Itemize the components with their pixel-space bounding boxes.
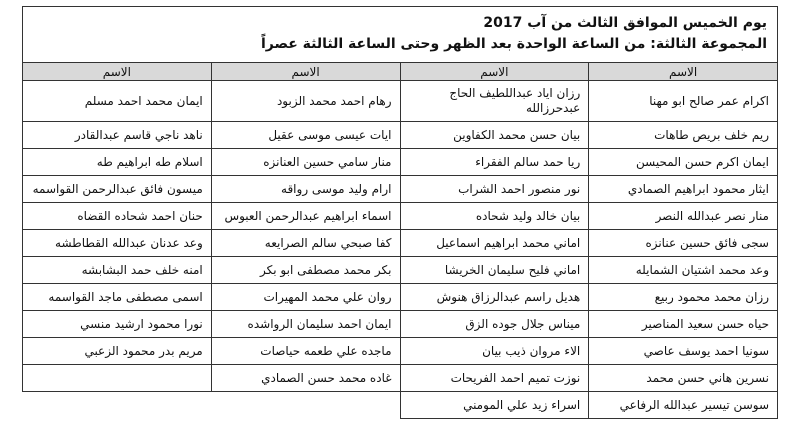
column-header: الاسم (589, 63, 778, 81)
name-cell: سجى فائق حسين عنانزه (589, 230, 778, 257)
name-cell: نورا محمود ارشيد منسي (23, 311, 212, 338)
column-header: الاسم (23, 63, 212, 81)
name-cell: الاء مروان ذيب بيان (400, 338, 589, 365)
table-row (23, 149, 778, 176)
name-cell: ايمان احمد سليمان الرواشده (211, 311, 400, 338)
name-cell: اسماء ابراهيم عبدالرحمن العبوس (211, 203, 400, 230)
name-cell: منار سامي حسين العنانزه (211, 149, 400, 176)
name-cell: ايمان اكرم حسن المحيسن (589, 149, 778, 176)
name-cell (23, 392, 212, 419)
name-cell: نوزت تميم احمد الفريحات (400, 365, 589, 392)
name-cell: سوسن تيسير عبدالله الرفاعي (589, 392, 778, 419)
names-table (22, 62, 778, 419)
name-cell: ريم خلف بريص طاهات (589, 122, 778, 149)
name-cell: بيان خالد وليد شحاده (400, 203, 589, 230)
table-row (23, 257, 778, 284)
table-row (23, 203, 778, 230)
name-cell: اماني محمد ابراهيم اسماعيل (400, 230, 589, 257)
table-row (23, 122, 778, 149)
name-cell: ريا حمد سالم الفقراء (400, 149, 589, 176)
name-cell: ايمان محمد احمد مسلم (23, 81, 212, 122)
table-row (23, 81, 778, 122)
name-cell: حياه حسن سعيد المناصير (589, 311, 778, 338)
name-cell: اسراء زيد علي المومني (400, 392, 589, 419)
table-row (23, 311, 778, 338)
table-row (23, 392, 778, 419)
name-cell: ميناس جلال جوده الزق (400, 311, 589, 338)
name-cell: سونيا احمد يوسف عاصي (589, 338, 778, 365)
name-cell: بكر محمد مصطفى ابو بكر (211, 257, 400, 284)
table-row (23, 284, 778, 311)
name-cell: وعد محمد اشتيان الشمايله (589, 257, 778, 284)
name-cell: هديل راسم عبدالرزاق هنوش (400, 284, 589, 311)
name-cell: ارام وليد موسى رواقه (211, 176, 400, 203)
name-cell: ماجده علي طعمه حياصات (211, 338, 400, 365)
name-cell: كفا صبحي سالم الصرايعه (211, 230, 400, 257)
name-cell: اكرام عمر صالح ابو مهنا (589, 81, 778, 122)
table-row (23, 230, 778, 257)
table-header-row (23, 63, 778, 81)
name-cell: امنه خلف حمد البشابشه (23, 257, 212, 284)
group-time-line: المجموعة الثالثة: من الساعة الواحدة بعد الظهر وحتى الساعة الثالثة عصراً (260, 36, 767, 52)
name-cell: ايات عيسى موسى عقيل (211, 122, 400, 149)
table-row (23, 365, 778, 392)
table-body (23, 81, 778, 419)
name-cell: رهام احمد محمد الزبود (211, 81, 400, 122)
name-cell: ناهد ناجي قاسم عبدالقادر (23, 122, 212, 149)
name-cell: حنان احمد شحاده القضاه (23, 203, 212, 230)
column-header: الاسم (400, 63, 589, 81)
name-cell: نسرين هاني حسن محمد (589, 365, 778, 392)
name-cell (23, 365, 212, 392)
name-cell: ايثار محمود ابراهيم الصمادي (589, 176, 778, 203)
name-cell: اماني فليح سليمان الخريشا (400, 257, 589, 284)
schedule-sheet (22, 6, 778, 442)
name-cell: اسمى مصطفى ماجد القواسمه (23, 284, 212, 311)
name-cell: وعد عدنان عبدالله القطاطشه (23, 230, 212, 257)
table-row (23, 176, 778, 203)
name-cell (211, 392, 400, 419)
name-cell: نور منصور احمد الشراب (400, 176, 589, 203)
name-cell: روان علي محمد المهيرات (211, 284, 400, 311)
name-cell: بيان حسن محمد الكفاوين (400, 122, 589, 149)
name-cell: منار نصر عبدالله النصر (589, 203, 778, 230)
name-cell: مريم بدر محمود الزعبي (23, 338, 212, 365)
table-row (23, 338, 778, 365)
schedule-header (22, 6, 778, 62)
name-cell: رزان محمد محمود ربيع (589, 284, 778, 311)
name-cell: ميسون فائق عبدالرحمن القواسمه (23, 176, 212, 203)
column-header: الاسم (211, 63, 400, 81)
name-cell: غاده محمد حسن الصمادي (211, 365, 400, 392)
name-cell: رزان اياد عبداللطيف الحاج عبدحرزالله (400, 81, 589, 122)
name-cell: اسلام طه ابراهيم طه (23, 149, 212, 176)
date-line: يوم الخميس الموافق الثالث من آب 2017 (483, 15, 767, 31)
